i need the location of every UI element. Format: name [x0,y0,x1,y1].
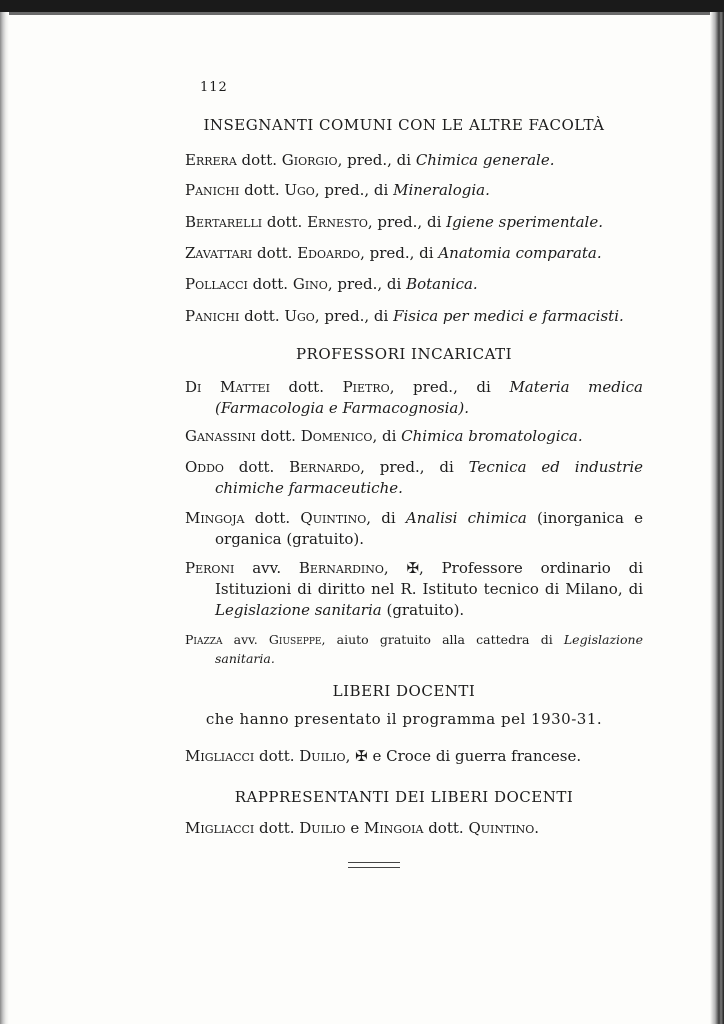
surname: Mingoja [185,509,245,527]
role-text: , pred., di [367,213,447,231]
list-item [185,180,613,201]
given-name: Ugo [284,181,315,199]
surname: Errera [185,151,237,169]
given-name: Giorgio [281,151,338,169]
surname: Bertarelli [185,213,263,231]
subheading-programma: che hanno presentato il programma pel 1930-31. [205,710,603,728]
surname: Oddo [185,458,224,476]
page-number: 112 [200,80,228,95]
title-text: dott. [262,213,308,231]
heading-insegnanti-comuni: INSEGNANTI COMUNI CON LE ALTRE FACOLTÀ [203,116,605,134]
subject: Tecnica ed industrie chimiche farmaceutiche. [215,458,643,497]
given-name: Ernesto [307,213,368,231]
surname: Mingoia [364,819,424,837]
list-item [185,243,613,264]
given-name: Quintino. [468,819,540,837]
list-item [185,274,613,295]
title-text: dott. [236,151,282,169]
subject: Fisica per medici e farmacisti. [393,307,624,325]
surname: Di Mattei [185,378,270,396]
title-text: dott. [244,509,301,527]
subject: Chimica bromatologica. [401,427,583,445]
note-text: (gratuito). [381,601,465,619]
surname: Ganassini [185,427,256,445]
surname: Peroni [185,559,235,577]
role-text: , di [366,509,406,527]
given-name: Duilio [299,819,346,837]
surname: Panichi [185,307,240,325]
heading-liberi-docenti: LIBERI DOCENTI [332,682,476,700]
surname: Migliacci [185,747,255,765]
role-text: , pred., di [314,307,394,325]
subject: Materia medica (Farmacologia e Farmacognosia). [215,378,643,417]
subject: Legislazione sanitaria [215,601,382,619]
role-text: , pred., di [314,181,394,199]
given-name: Bernardino [298,559,384,577]
subject: Chimica generale. [415,151,555,169]
list-item [185,457,643,499]
given-name: Edoardo [297,244,361,262]
given-name: Duilio [299,747,346,765]
role-text: , ✠ e Croce di guerra francese. [345,747,582,765]
list-item [185,150,613,171]
join-text: e [345,819,364,837]
heading-professori-incaricati: PROFESSORI INCARICATI [295,345,513,363]
list-item [185,377,643,419]
given-name: Ugo [284,307,315,325]
subject: Anatomia comparata. [438,244,602,262]
given-name: Giuseppe [268,632,322,647]
role-text: , pred., di [360,458,469,476]
given-name: Bernardo [289,458,361,476]
role-text: , di [372,427,402,445]
given-name: Quintino [300,509,367,527]
surname: Zavattari [185,244,253,262]
subject: Botanica. [406,275,478,293]
list-item [185,212,613,233]
subject: Analisi chimica [405,509,527,527]
heading-rappresentanti: RAPPRESENTANTI DEI LIBERI DOCENTI [234,788,574,806]
given-name: Domenico [300,427,373,445]
closing-double-rule [348,862,400,868]
role-text: , pred., di [389,378,510,396]
title-text: avv. [234,559,299,577]
title-text: dott. [239,307,285,325]
surname: Panichi [185,181,240,199]
given-name: Pietro [342,378,390,396]
title-text: dott. [423,819,469,837]
title-text: dott. [254,747,300,765]
role-text: , pred., di [360,244,439,262]
surname: Migliacci [185,819,255,837]
list-item [185,508,643,550]
title-text: dott. [239,181,285,199]
list-item [185,426,613,447]
title-text: dott. [254,819,300,837]
note-text: (inorganica e organica (gratuito). [215,509,643,548]
title-text: dott. [252,244,298,262]
title-text: dott. [269,378,343,396]
list-item [185,818,613,839]
title-text: avv. [222,632,269,647]
list-item [185,558,643,621]
given-name: Gino [292,275,328,293]
role-text: , pred., di [337,151,416,169]
surname: Pollacci [185,275,248,293]
subject: Legislazione sanitaria. [215,632,643,666]
title-text: dott. [247,275,293,293]
surname: Piazza [185,632,223,647]
role-text: , ✠, Professore ordinario di Istituzioni di diritto nel R. Istituto tecnico di Milano, di [215,559,643,598]
list-item [185,630,643,668]
list-item [185,746,613,767]
subject: Igiene sperimentale. [446,213,603,231]
title-text: dott. [223,458,290,476]
role-text: , aiuto gratuito alla cattedra di [321,632,564,647]
subject: Mineralogia. [393,181,490,199]
title-text: dott. [255,427,301,445]
list-item [185,306,624,327]
role-text: , pred., di [327,275,407,293]
